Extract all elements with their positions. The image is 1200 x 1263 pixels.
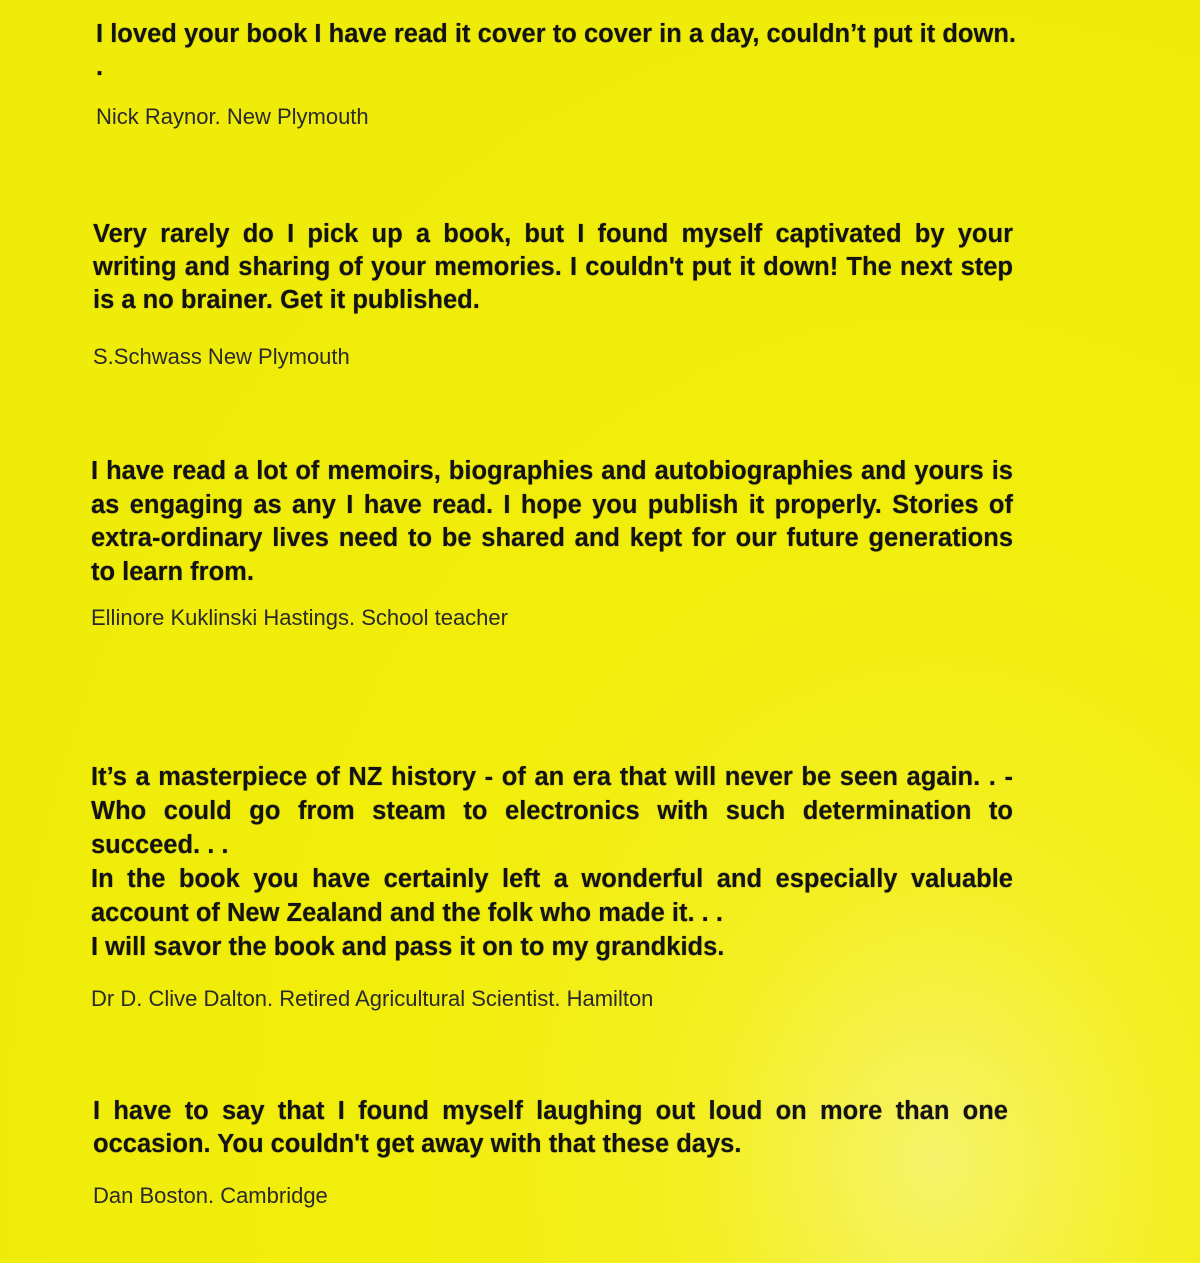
testimonial-attribution: S.Schwass New Plymouth (93, 344, 350, 369)
testimonial (91, 455, 1013, 631)
testimonial-quote: Very rarely do I pick up a book, but I found myself captivated by your writing and sharing of your memories. I couldn't put it down! The next step is a no brainer. Get it published. (93, 220, 1013, 314)
testimonial-quote: It’s a masterpiece of NZ history - of an era that will never be seen again. . - Who could go from steam to electronics with such determination to succeed. . . In the book you have certainly left a wonderful and especially valuable account of New Zealand and the folk who made it. . . I will savor the book and pass it on to my grandkids. (91, 763, 1013, 961)
testimonial-quote: I have to say that I found myself laughing out loud on more than one occasion. You couldn't get away with that these days. (93, 1097, 1008, 1158)
testimonial (96, 18, 1016, 130)
testimonial (93, 218, 1013, 370)
testimonial-attribution: Dr D. Clive Dalton. Retired Agricultural Scientist. Hamilton (91, 986, 654, 1011)
testimonial-attribution: Nick Raynor. New Plymouth (96, 104, 369, 129)
testimonial-attribution: Dan Boston. Cambridge (93, 1183, 328, 1208)
testimonial-attribution: Ellinore Kuklinski Hastings. School teacher (91, 605, 508, 630)
testimonial-quote: I have read a lot of memoirs, biographies and autobiographies and yours is as engaging as any I have read. I hope you publish it properly. Stories of extra-ordinary lives need to be shared and kept for our future generations to learn from. (91, 457, 1013, 586)
testimonial-quote: I loved your book I have read it cover to cover in a day, couldn’t put it down. . (96, 20, 1016, 81)
testimonial (91, 760, 1013, 1012)
testimonial (93, 1095, 1008, 1209)
